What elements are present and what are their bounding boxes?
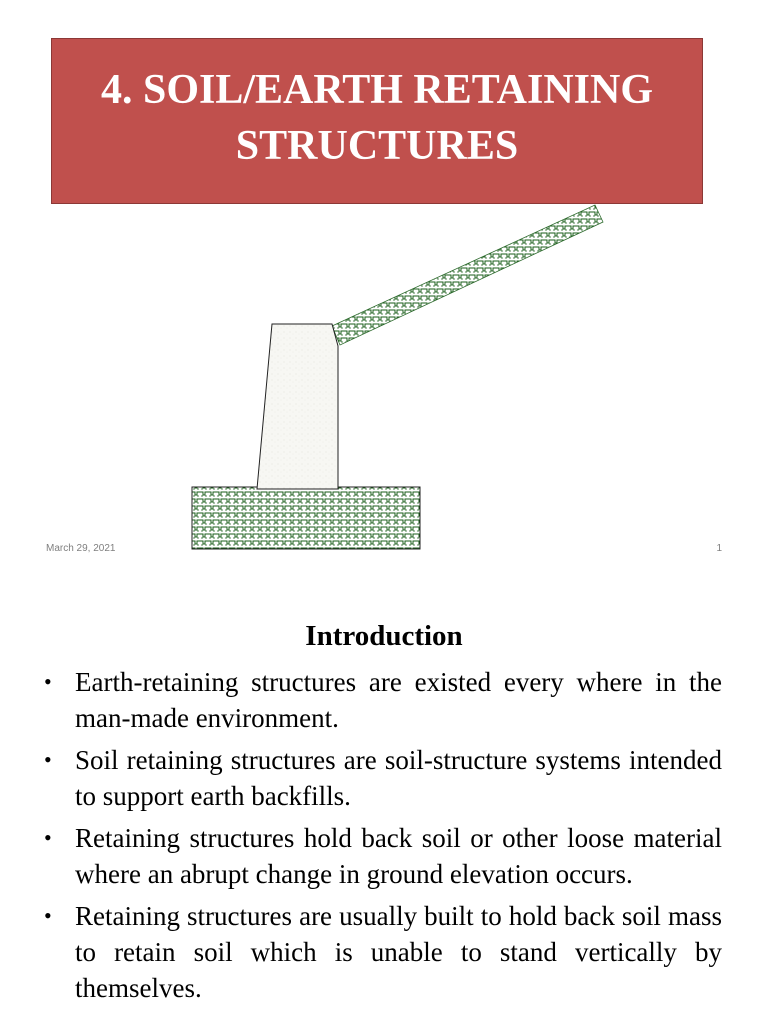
bullet-icon: • bbox=[44, 825, 52, 850]
list-item bbox=[44, 898, 722, 1006]
backfill-slope bbox=[332, 205, 603, 345]
bullet-icon: • bbox=[44, 903, 52, 928]
slide-date: March 29, 2021 bbox=[46, 543, 116, 554]
slide-title: 4. SOIL/EARTH RETAINING STRUCTURES bbox=[100, 67, 654, 169]
bullet-text: Earth-retaining structures are existed every where in the man-made environment. bbox=[75, 667, 722, 733]
foundation-soil bbox=[192, 487, 420, 549]
bullet-text: Retaining structures are usually built to hold back soil mass to retain soil which is unable to stand vertically by themselves. bbox=[75, 901, 722, 1003]
list-item bbox=[44, 742, 722, 814]
retaining-wall-stem bbox=[257, 324, 338, 489]
list-item bbox=[44, 664, 722, 736]
section-heading: Introduction bbox=[305, 620, 463, 652]
slide-2 bbox=[0, 600, 768, 1024]
list-item bbox=[44, 820, 722, 892]
bullet-list bbox=[44, 664, 722, 1012]
bullet-icon: • bbox=[44, 747, 52, 772]
bullet-text: Retaining structures hold back soil or other loose material where an abrupt change in ground elevation occurs. bbox=[75, 823, 722, 889]
slide-page-number: 1 bbox=[716, 543, 722, 554]
bullet-icon: • bbox=[44, 669, 52, 694]
bullet-text: Soil retaining structures are soil-structure systems intended to support earth backfills. bbox=[75, 745, 722, 811]
